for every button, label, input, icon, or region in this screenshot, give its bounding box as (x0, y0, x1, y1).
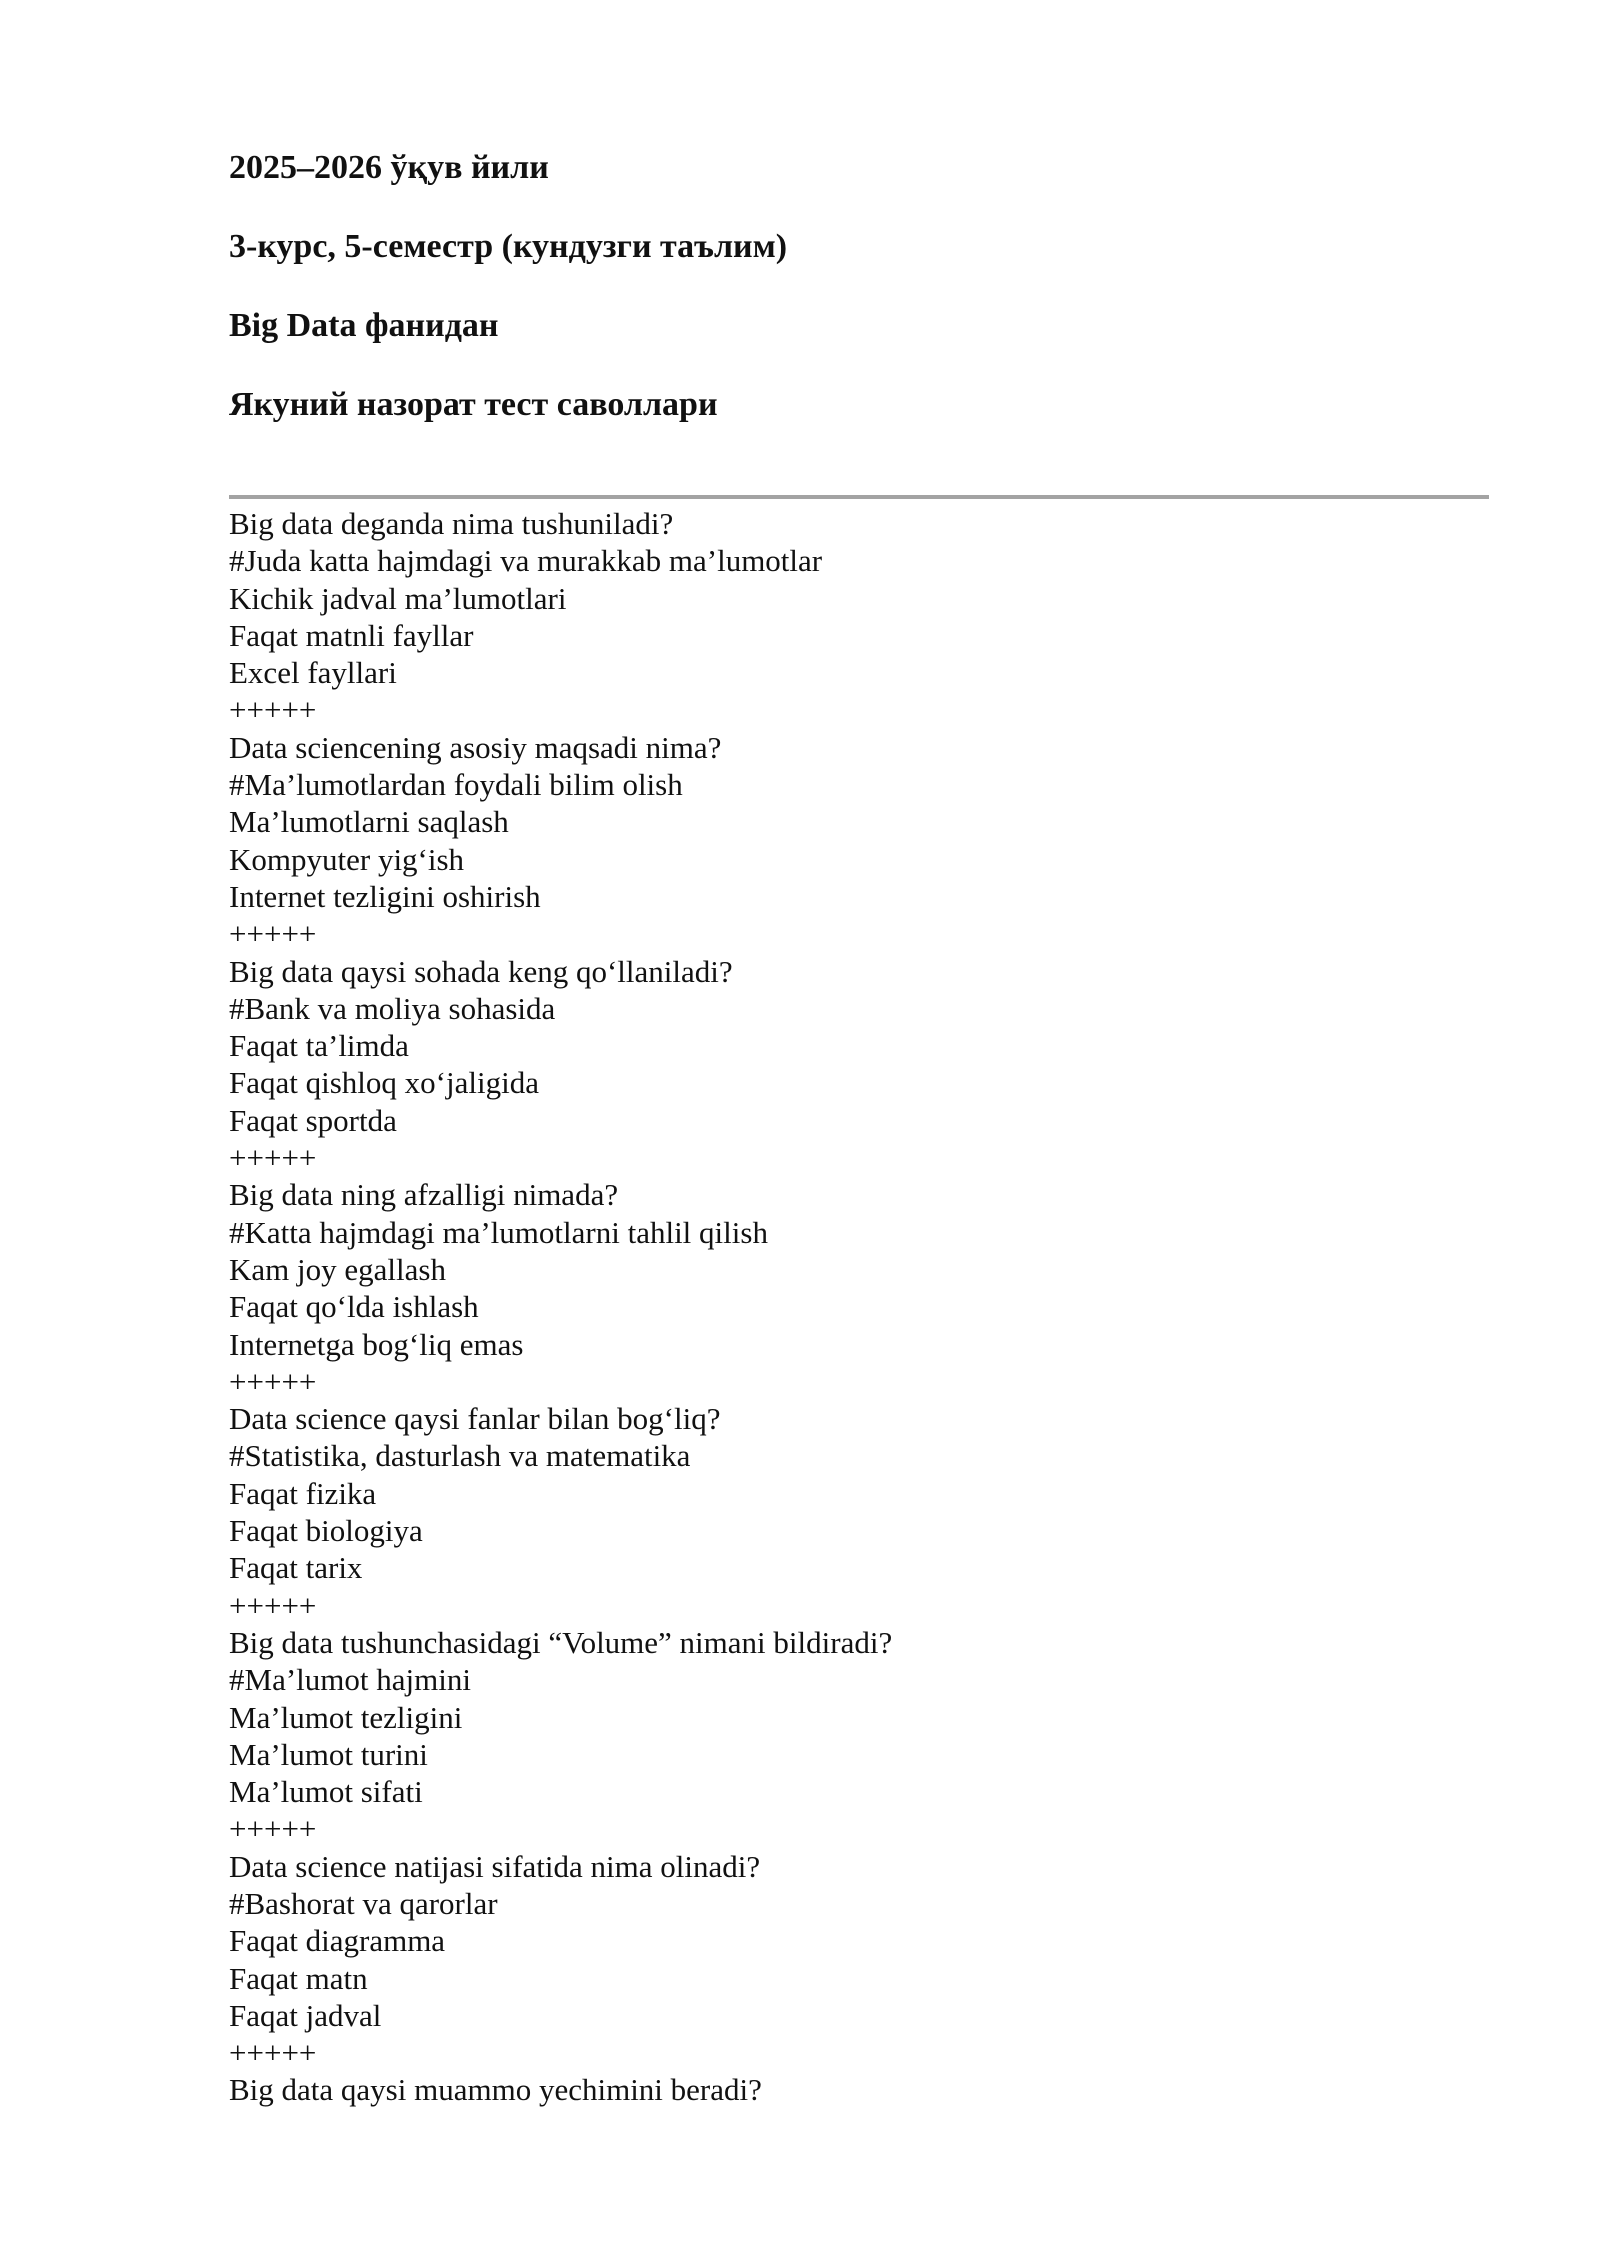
correct-answer-option: #Bashorat va qarorlar (229, 1885, 498, 1921)
answer-option: Ma’lumot tezligini (229, 1699, 463, 1735)
answer-option: Faqat matn (229, 1960, 368, 1996)
question-separator: +++++ (229, 692, 317, 728)
question-text: Data sciencening asosiy maqsadi nima? (229, 729, 722, 765)
question-text: Big data qaysi sohada keng qo‘llaniladi? (229, 953, 733, 989)
answer-option: Ma’lumotlarni saqlash (229, 804, 509, 840)
answer-option: Faqat fizika (229, 1475, 377, 1511)
question-block (229, 1848, 1489, 2072)
answer-option: Faqat diagramma (229, 1923, 446, 1959)
answer-option: Faqat jadval (229, 1997, 382, 2033)
question-block (229, 729, 1489, 953)
question-separator: +++++ (229, 1363, 317, 1399)
answer-option: Kam joy egallash (229, 1251, 446, 1287)
correct-answer-option: #Bank va moliya sohasida (229, 990, 556, 1026)
question-separator: +++++ (229, 1140, 317, 1176)
question-separator: +++++ (229, 2035, 317, 2071)
answer-option: Faqat qo‘lda ishlash (229, 1289, 479, 1325)
subject-heading: Big Data фанидан (229, 307, 499, 344)
correct-answer-option: #Statistika, dasturlash va matematika (229, 1438, 691, 1474)
question-separator: +++++ (229, 1811, 317, 1847)
answer-option: Faqat ta’limda (229, 1028, 409, 1064)
question-block (229, 2071, 1489, 2108)
academic-year-heading: 2025–2026 ўқув йили (229, 149, 549, 186)
correct-answer-option: #Katta hajmdagi ma’lumotlarni tahlil qilish (229, 1214, 768, 1250)
answer-option: Ma’lumot sifati (229, 1774, 423, 1810)
correct-answer-option: #Juda katta hajmdagi va murakkab ma’lumotlar (229, 543, 823, 579)
answer-option: Kichik jadval ma’lumotlari (229, 580, 567, 616)
question-text: Big data qaysi muammo yechimini beradi? (229, 2072, 762, 2108)
answer-option: Internet tezligini oshirish (229, 878, 541, 914)
question-text: Big data deganda nima tushuniladi? (229, 506, 674, 541)
answer-option: Faqat sportda (229, 1102, 397, 1138)
correct-answer-option: #Ma’lumot hajmini (229, 1662, 471, 1698)
answer-option: Internetga bog‘liq emas (229, 1326, 524, 1362)
course-heading: 3-курс, 5-семестр (кундузги таълим) (229, 228, 788, 265)
answer-option: Faqat matnli fayllar (229, 617, 474, 653)
document-header (229, 148, 1489, 464)
answer-option: Ma’lumot turini (229, 1736, 428, 1772)
horizontal-divider (229, 495, 1489, 499)
question-separator: +++++ (229, 1587, 317, 1623)
answer-option: Excel fayllari (229, 655, 397, 691)
document-title: Якуний назорат тест саволлари (229, 386, 718, 423)
question-block (229, 953, 1489, 1177)
correct-answer-option: #Ma’lumotlardan foydali bilim olish (229, 767, 683, 803)
question-list (229, 505, 1489, 2109)
question-block (229, 1400, 1489, 1624)
question-text: Data science natijasi sifatida nima olinadi? (229, 1848, 761, 1884)
question-text: Big data tushunchasidagi “Volume” nimani bildiradi? (229, 1624, 893, 1660)
answer-option: Faqat tarix (229, 1550, 363, 1586)
question-block (229, 1624, 1489, 1848)
question-block (229, 505, 1489, 729)
question-block (229, 1176, 1489, 1400)
question-text: Data science qaysi fanlar bilan bog‘liq? (229, 1401, 721, 1437)
question-text: Big data ning afzalligi nimada? (229, 1177, 619, 1213)
question-separator: +++++ (229, 916, 317, 952)
answer-option: Faqat biologiya (229, 1513, 423, 1549)
answer-option: Faqat qishloq xo‘jaligida (229, 1065, 539, 1101)
answer-option: Kompyuter yig‘ish (229, 841, 465, 877)
